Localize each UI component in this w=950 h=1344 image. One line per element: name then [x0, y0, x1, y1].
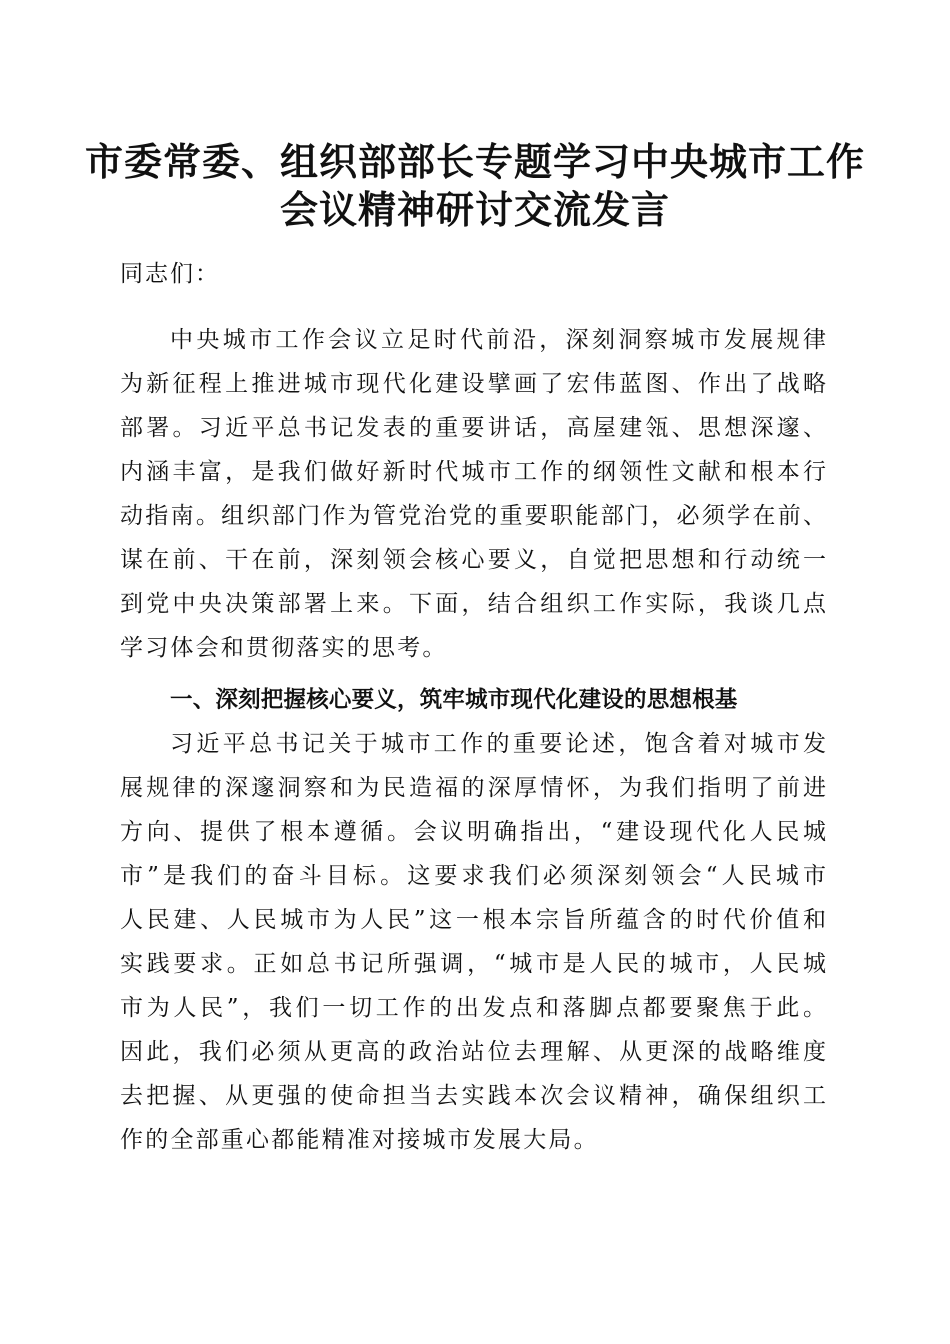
section-line: 作的全部重心都能精准对接城市发展大局。: [120, 1127, 599, 1153]
intro-line: 中央城市工作会议立足时代前沿，深刻洞察城市发展规律: [170, 327, 826, 353]
document-title-line-2: 会议精神研讨交流发言: [279, 187, 670, 232]
section-line: 市为人民”，我们一切工作的出发点和落脚点都要聚焦于此。: [120, 995, 826, 1021]
intro-line: 为新征程上推进城市现代化建设擘画了宏伟蓝图、作出了战略: [120, 371, 826, 397]
section-heading: 一、深刻把握核心要义，筑牢城市现代化建设的思想根基: [170, 687, 738, 713]
intro-line: 学习体会和贯彻落实的思考。: [120, 635, 448, 661]
section-line: 展规律的深邃洞察和为民造福的深厚情怀，为我们指明了前进: [120, 775, 826, 801]
section-line: 因此，我们必须从更高的政治站位去理解、从更深的战略维度: [120, 1039, 826, 1065]
section-line: 习近平总书记关于城市工作的重要论述，饱含着对城市发: [170, 731, 826, 757]
section-line: 人民建、人民城市为人民”这一根本宗旨所蕴含的时代价值和: [120, 907, 826, 933]
greeting: 同志们：: [120, 261, 220, 287]
section-line: 实践要求。正如总书记所强调，“城市是人民的城市，人民城: [120, 951, 826, 977]
intro-line: 内涵丰富，是我们做好新时代城市工作的纲领性文献和根本行: [120, 459, 826, 485]
section-line: 市”是我们的奋斗目标。这要求我们必须深刻领会“人民城市: [120, 863, 826, 889]
intro-line: 谋在前、干在前，深刻领会核心要义，自觉把思想和行动统一: [120, 547, 826, 573]
section-line: 去把握、从更强的使命担当去实践本次会议精神，确保组织工: [120, 1083, 826, 1109]
section-line: 方向、提供了根本遵循。会议明确指出，“建设现代化人民城: [120, 819, 826, 845]
intro-line: 到党中央决策部署上来。下面，结合组织工作实际，我谈几点: [120, 591, 826, 617]
intro-line: 动指南。组织部门作为管党治党的重要职能部门，必须学在前、: [120, 503, 826, 529]
intro-line: 部署。习近平总书记发表的重要讲话，高屋建瓴、思想深邃、: [120, 415, 826, 441]
document-title-line-1: 市委常委、组织部部长专题学习中央城市工作: [84, 139, 865, 184]
